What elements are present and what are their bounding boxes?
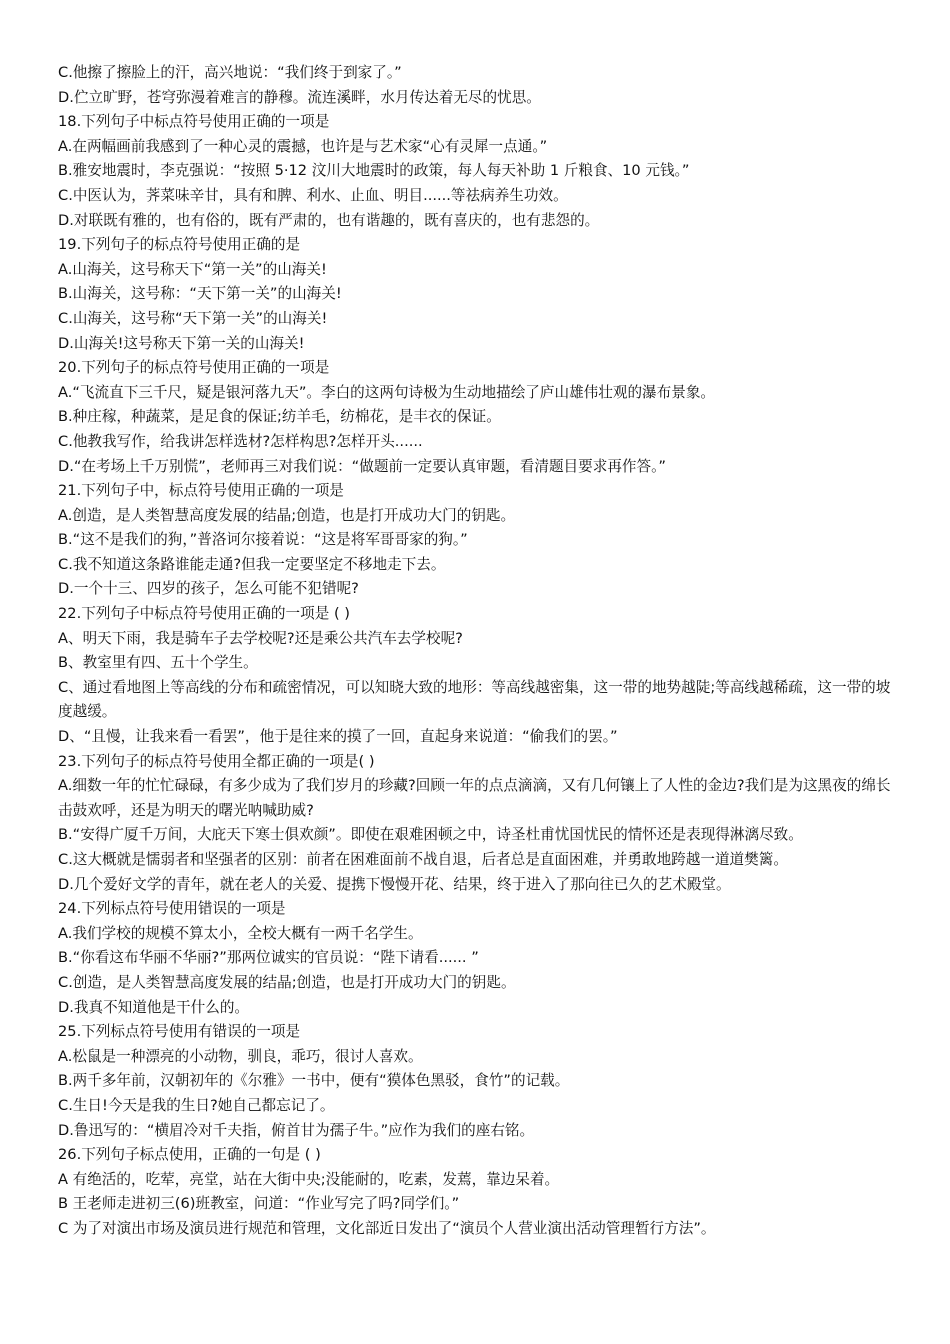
question-23: 23.下列句子的标点符号使用全都正确的一项是( ) — [58, 752, 375, 770]
document-page — [58, 61, 900, 1242]
q23-option-c: C.这大概就是懦弱者和坚强者的区别：前者在困难面前不战自退，后者总是直面困难，并勇敢地跨越一道道樊篱。 — [58, 851, 788, 868]
question-21: 21.下列句子中，标点符号使用正确的一项是 — [58, 482, 344, 500]
question-22: 22.下列句子中标点符号使用正确的一项是 ( ) — [58, 605, 350, 623]
q18-option-d: D.对联既有雅的，也有俗的，既有严肃的，也有谐趣的，既有喜庆的，也有悲怨的。 — [58, 211, 600, 229]
q23-option-b: B.“安得广厦千万间，大庇天下寒士俱欢颜”。即使在艰难困顿之中，诗圣杜甫忧国忧民的情怀还是表现得淋漓尽致。 — [58, 826, 803, 844]
question-24: 24.下列标点符号使用错误的一项是 — [58, 900, 286, 918]
q24-option-b: B.“你看这布华丽不华丽?”那两位诚实的官员说：“陛下请看...... ” — [58, 949, 479, 967]
q23-option-d: D.几个爱好文学的青年，就在老人的关爱、提携下慢慢开花、结果，终于进入了那向往已久的艺术殿堂。 — [58, 875, 731, 893]
q19-option-c: C.山海关，这号称“天下第一关”的山海关! — [58, 309, 328, 327]
q25-option-c: C.生日!今天是我的生日?她自己都忘记了。 — [58, 1096, 335, 1114]
q20-option-b: B.种庄稼，种蔬菜，是足食的保证;纺羊毛，纺棉花，是丰衣的保证。 — [58, 408, 501, 426]
q26-option-c: C 为了对演出市场及演员进行规范和管理，文化部近日发出了“演员个人营业演出活动管理暂行方法”。 — [58, 1219, 716, 1237]
question-18: 18.下列句子中标点符号使用正确的一项是 — [58, 113, 330, 131]
q20-option-d: D.“在考场上千万别慌”，老师再三对我们说：“做题前一定要认真审题，看清题目要求再作答。” — [58, 457, 666, 475]
question-25: 25.下列标点符号使用有错误的一项是 — [58, 1023, 301, 1041]
q25-option-d: D.鲁迅写的：“横眉冷对千夫指，俯首甘为孺子牛。”应作为我们的座右铭。 — [58, 1121, 535, 1139]
q22-option-a: A、明天下雨，我是骑车子去学校呢?还是乘公共汽车去学校呢? — [58, 629, 463, 647]
q18-option-c: C.中医认为，荠菜味辛甘，具有和脾、利水、止血、明目......等祛病养生功效。 — [58, 186, 568, 204]
q18-option-b: B.雅安地震时，李克强说：“按照 5·12 汶川大地震时的政策，每人每天补助 1 斤粮食、10 元钱。” — [58, 162, 690, 180]
q23-option-a: A.细数一年的忙忙碌碌，有多少成为了我们岁月的珍藏?回顾一年的点点滴滴，又有几何镶上了人性的金边?我们是为这黑夜的绵长击鼓欢呼，还是为明天的曙光呐喊助威? — [58, 777, 891, 819]
q20-option-c: C.他教我写作，给我讲怎样选材?怎样构思?怎样开头...... — [58, 432, 423, 450]
q19-option-d: D.山海关!这号称天下第一关的山海关! — [58, 334, 305, 352]
q26-option-a: A 有绝活的，吃荤，亮堂，站在大街中央;没能耐的，吃素，发蔫，靠边呆着。 — [58, 1170, 560, 1188]
q22-option-c: C、通过看地图上等高线的分布和疏密情况，可以知晓大致的地形：等高线越密集，这一带的地势越陡;等高线越稀疏，这一带的坡度越缓。 — [58, 678, 891, 721]
q26-option-b: B 王老师走进初三(6)班教室，问道：“作业写完了吗?同学们。” — [58, 1195, 460, 1213]
question-19: 19.下列句子的标点符号使用正确的是 — [58, 236, 301, 254]
q24-option-a: A.我们学校的规模不算太小，全校大概有一两千名学生。 — [58, 924, 423, 942]
q19-option-b: B.山海关，这号称：“天下第一关”的山海关! — [58, 285, 342, 303]
q21-option-d: D.一个十三、四岁的孩子，怎么可能不犯错呢? — [58, 580, 359, 598]
question-26: 26.下列句子标点使用，正确的一句是 ( ) — [58, 1146, 321, 1164]
q24-option-d: D.我真不知道他是干什么的。 — [58, 998, 250, 1016]
q19-option-a: A.山海关，这号称天下“第一关”的山海关! — [58, 260, 327, 278]
q18-option-a: A.在两幅画前我感到了一种心灵的震撼，也许是与艺术家“心有灵犀一点通。” — [58, 137, 548, 155]
q22-option-b: B、教室里有四、五十个学生。 — [58, 654, 258, 672]
option-d-line: D.伫立旷野，苍穹弥漫着难言的静穆。流连溪畔，水月传达着无尽的忧思。 — [58, 88, 541, 106]
question-20: 20.下列句子的标点符号使用正确的一项是 — [58, 359, 330, 377]
q24-option-c: C.创造，是人类智慧高度发展的结晶;创造，也是打开成功大门的钥匙。 — [58, 973, 516, 991]
q25-option-b: B.两千多年前，汉朝初年的《尔雅》一书中，便有“獏体色黑驳，食竹”的记载。 — [58, 1072, 570, 1090]
q25-option-a: A.松鼠是一种漂亮的小动物，驯良，乖巧，很讨人喜欢。 — [58, 1047, 423, 1065]
q21-option-c: C.我不知道这条路谁能走通?但我一定要坚定不移地走下去。 — [58, 555, 446, 573]
q21-option-a: A.创造，是人类智慧高度发展的结晶;创造，也是打开成功大门的钥匙。 — [58, 506, 516, 524]
q22-option-d: D、“且慢，让我来看一看罢”，他于是往来的摸了一回，直起身来说道：“偷我们的罢。” — [58, 728, 618, 746]
q21-option-b: B.“这不是我们的狗，”普洛诃尔接着说：“这是将军哥哥家的狗。” — [58, 531, 468, 549]
q20-option-a: A.“飞流直下三千尺，疑是银河落九天”。李白的这两句诗极为生动地描绘了庐山雄伟壮观的瀑布景象。 — [58, 383, 716, 401]
option-c-line: C.他擦了擦脸上的汗，高兴地说：“我们终于到家了。” — [58, 64, 402, 81]
